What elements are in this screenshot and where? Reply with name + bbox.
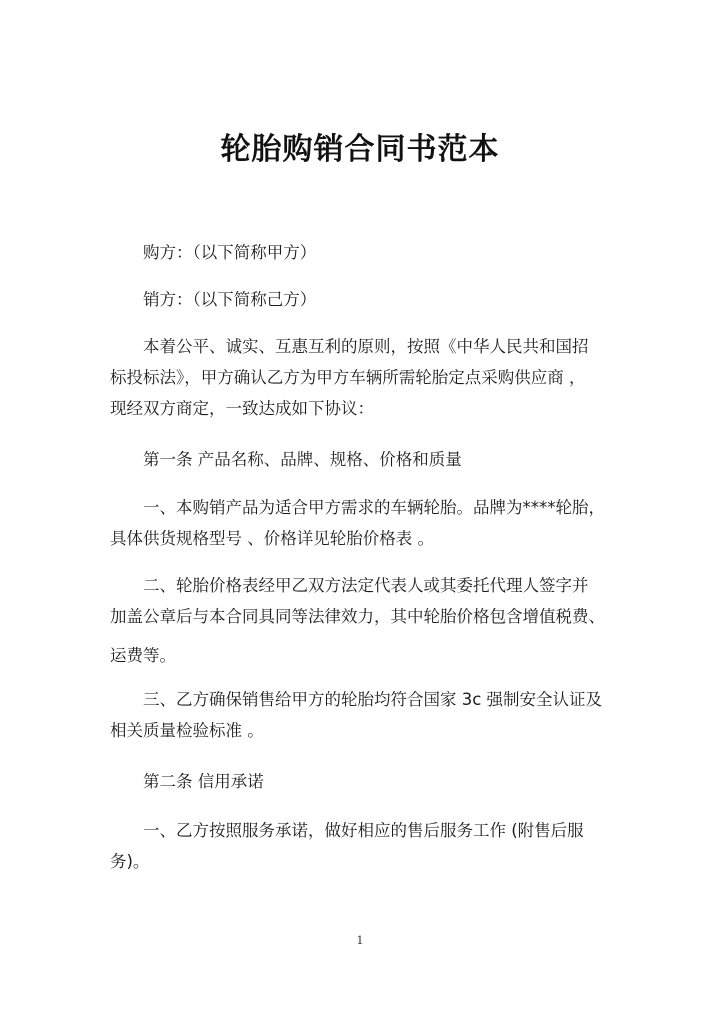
seller-line: 销方：（以下简称己方） [143,290,317,309]
page-number: 1 [356,934,364,947]
article-1-heading: 第一条 产品名称、品牌、规格、价格和质量 [143,450,462,469]
clause-line: 一、乙方按照服务承诺，做好相应的售后服务工作 (附售后服 [143,821,584,840]
clause-line: 运费等。 [110,646,176,665]
clause-line: 三、乙方确保销售给甲方的轮胎均符合国家 3c 强制安全认证及 [143,690,603,709]
clause-line: 相关质量检验标准 。 [110,721,264,740]
article-2-heading: 第二条 信用承诺 [143,772,264,791]
clause-line: 加盖公章后与本合同具同等法律效力，其中轮胎价格包含增值税费、 [110,607,605,626]
document-title: 轮胎购销合同书范本 [220,132,500,167]
preamble-line: 现经双方商定，一致达成如下协议： [110,399,374,418]
clause-line: 具体供货规格型号 、价格详见轮胎价格表 。 [110,529,434,548]
buyer-line: 购方：（以下简称甲方） [143,243,317,262]
clause-line: 二、轮胎价格表经甲乙双方法定代表人或其委托代理人签字并 [143,576,589,595]
clause-line: 务)。 [110,852,150,871]
preamble-line: 标投标法》，甲方确认乙方为甲方车辆所需轮胎定点采购供应商 ， [110,368,586,387]
clause-line: 一、本购销产品为适合甲方需求的车辆轮胎。品牌为****轮胎， [143,498,605,517]
preamble-line: 本着公平、诚实、互惠互利的原则，按照《中华人民共和国招 [143,337,589,356]
